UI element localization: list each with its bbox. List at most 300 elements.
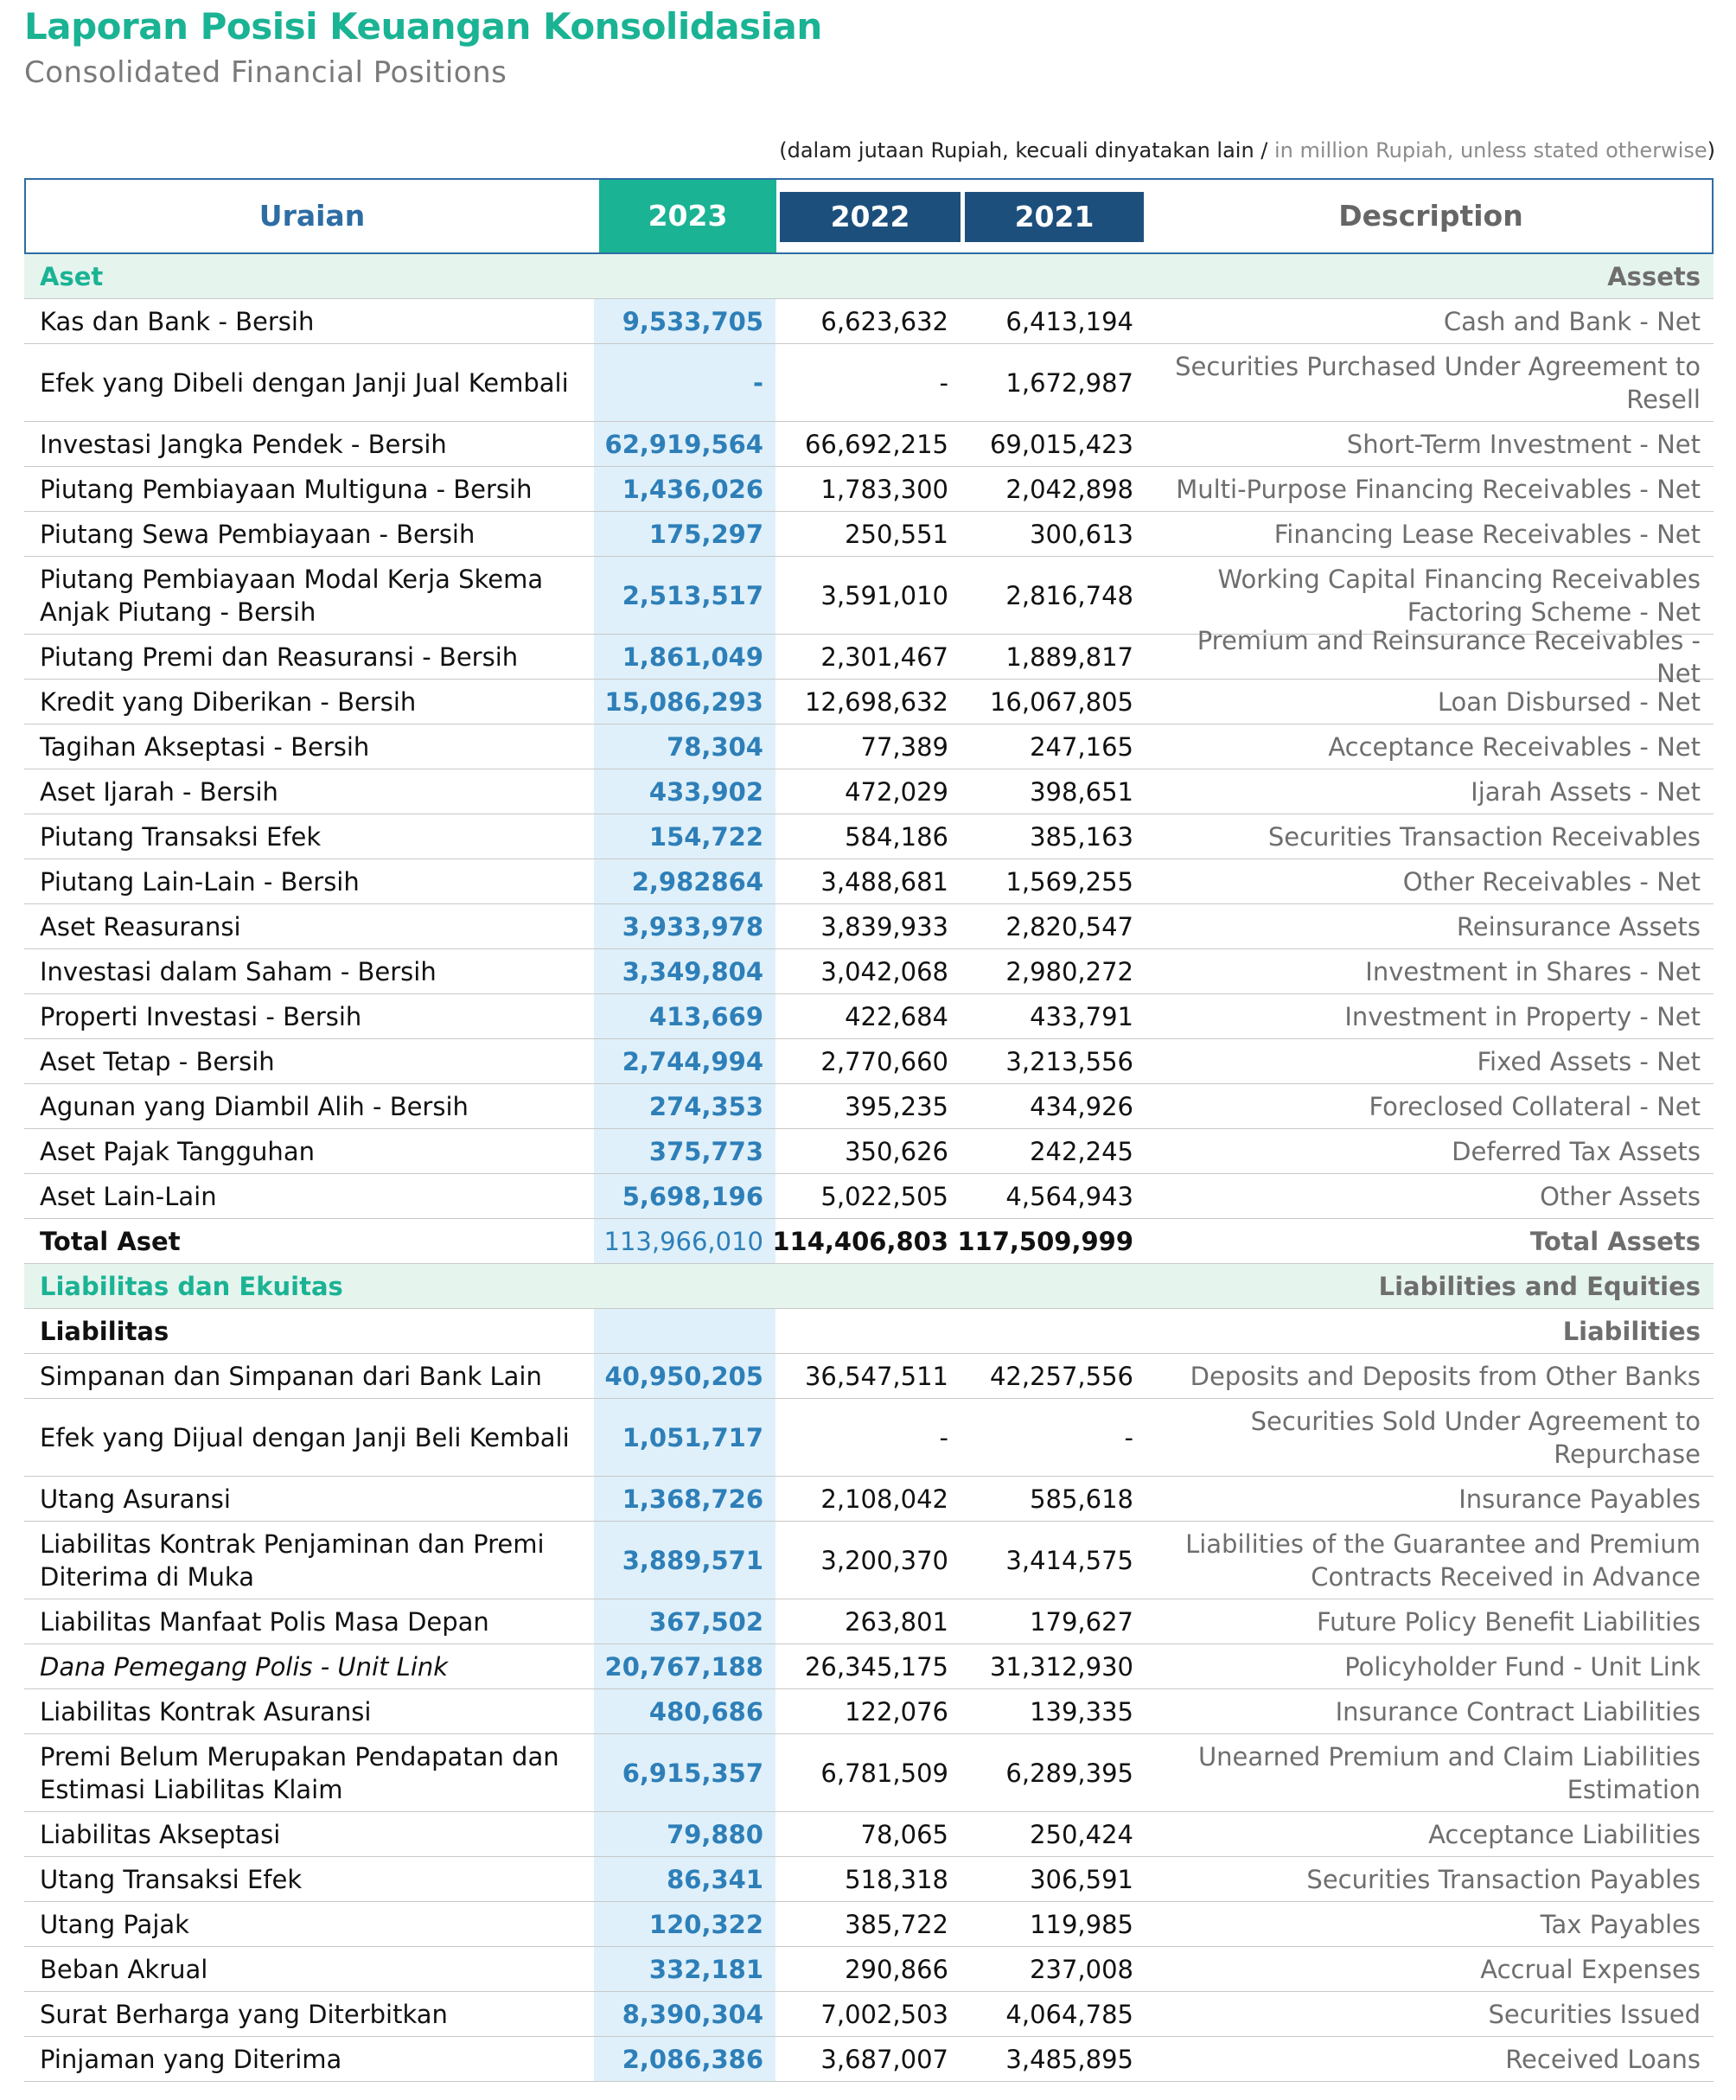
cell-2023-text: 433,902 (648, 776, 763, 807)
cell-2021 (961, 1734, 1146, 1811)
cell-description (1146, 1599, 1701, 1644)
cell-uraian-text: Aset Tetap - Bersih (40, 1046, 275, 1076)
cell-uraian-text: Liabilitas dan Ekuitas (40, 1271, 343, 1301)
cell-description (1146, 1992, 1701, 2036)
cell-2023-text: 3,349,804 (622, 956, 763, 986)
cell-2023-text: 40,950,205 (604, 1361, 763, 1391)
cell-2022 (775, 1129, 961, 1173)
cell-2022 (775, 557, 961, 634)
cell-2023-text: 62,919,564 (604, 429, 763, 459)
cell-2022 (775, 467, 961, 511)
cell-2022 (775, 512, 961, 556)
cell-2021-text: 2,820,547 (1005, 911, 1133, 941)
cell-uraian (40, 299, 593, 343)
cell-uraian-text: Piutang Sewa Pembiayaan - Bersih (40, 519, 475, 549)
cell-description-text: Deferred Tax Assets (1452, 1136, 1701, 1166)
table-row (24, 1689, 1714, 1734)
cell-2021 (961, 1812, 1146, 1856)
cell-2022-text: 78,065 (860, 1819, 948, 1849)
cell-description (1146, 344, 1701, 421)
cell-2023 (594, 1902, 775, 1946)
cell-uraian-text: Liabilitas Manfaat Polis Masa Depan (40, 1606, 489, 1637)
cell-description-text: Working Capital Financing Receivables Factoring Scheme - Net (1217, 564, 1701, 627)
cell-2023 (594, 1857, 775, 1901)
cell-uraian (40, 814, 593, 859)
cell-2021-text: 585,618 (1030, 1484, 1133, 1514)
cell-2022 (775, 1174, 961, 1218)
cell-description (1146, 254, 1701, 298)
cell-description (1146, 904, 1701, 948)
cell-uraian (40, 2037, 593, 2081)
cell-2023 (594, 1644, 775, 1688)
cell-2022-text: 385,722 (845, 1909, 948, 1939)
cell-uraian-text: Agunan yang Diambil Alih - Bersih (40, 1091, 469, 1121)
table-row (24, 1174, 1714, 1219)
cell-description-text: Multi-Purpose Financing Receivables - Net (1176, 474, 1701, 504)
cell-2023-text: 367,502 (648, 1606, 763, 1637)
cell-description (1146, 557, 1701, 634)
table-row (24, 1084, 1714, 1129)
cell-2021-text: 2,980,272 (1005, 956, 1133, 986)
cell-2021 (961, 1174, 1146, 1218)
cell-description (1146, 859, 1701, 903)
cell-2021 (961, 1309, 1146, 1353)
cell-description-text: Unearned Premium and Claim Liabilities Estimation (1197, 1741, 1701, 1804)
cell-description (1146, 1689, 1701, 1733)
cell-2023 (594, 1992, 775, 2036)
cell-2021 (961, 1264, 1146, 1308)
cell-2021-text: 385,163 (1030, 821, 1133, 852)
cell-uraian-text: Aset Pajak Tangguhan (40, 1136, 315, 1166)
cell-2021-text: 69,015,423 (989, 429, 1133, 459)
cell-uraian-text: Surat Berharga yang Diterbitkan (40, 1999, 448, 2029)
table-row (24, 1734, 1714, 1812)
cell-2023-text: 15,086,293 (604, 686, 763, 717)
cell-uraian (40, 859, 593, 903)
cell-description-text: Securities Transaction Payables (1306, 1864, 1701, 1894)
cell-uraian-text: Investasi dalam Saham - Bersih (40, 956, 437, 986)
cell-2021-text: 31,312,930 (989, 1651, 1133, 1682)
cell-2021-text: 250,424 (1030, 1819, 1133, 1849)
cell-2022-text: 395,235 (845, 1091, 948, 1121)
cell-2023-text: 1,436,026 (622, 474, 763, 504)
cell-uraian-text: Total Aset (40, 1226, 181, 1256)
cell-description-text: Ijarah Assets - Net (1471, 776, 1701, 807)
cell-description-text: Securities Sold Under Agreement to Repurchase (1250, 1406, 1701, 1469)
table-row (24, 1644, 1714, 1689)
cell-description (1146, 2037, 1701, 2081)
cell-2021 (961, 422, 1146, 466)
cell-2021-text: 242,245 (1030, 1136, 1133, 1166)
cell-2023 (594, 512, 775, 556)
cell-description-text: Tax Payables (1540, 1909, 1701, 1939)
cell-description-text: Securities Transaction Receivables (1267, 821, 1701, 852)
cell-2023-text: 480,686 (648, 1696, 763, 1727)
cell-2021 (961, 724, 1146, 769)
cell-uraian (40, 1219, 593, 1263)
page-subtitle: Consolidated Financial Positions (24, 55, 507, 90)
cell-description (1146, 1084, 1701, 1128)
cell-2022-text: - (939, 1422, 948, 1452)
cell-2022 (775, 1644, 961, 1688)
financial-table-body (24, 254, 1714, 2082)
header-uraian: Uraian (258, 199, 366, 233)
cell-uraian-text: Premi Belum Merupakan Pendapatan dan Estimasi Liabilitas Klaim (40, 1741, 559, 1804)
cell-description (1146, 1812, 1701, 1856)
cell-2023-text: 375,773 (648, 1136, 763, 1166)
cell-2023-text: 6,915,357 (622, 1758, 763, 1788)
cell-2021-text: 247,165 (1030, 731, 1133, 762)
cell-uraian (40, 949, 593, 993)
cell-description-text: Short-Term Investment - Net (1346, 429, 1701, 459)
cell-2023 (594, 1084, 775, 1128)
cell-description (1146, 1174, 1701, 1218)
cell-2022 (775, 1309, 961, 1353)
cell-2022-text: 250,551 (845, 519, 948, 549)
table-row (24, 680, 1714, 724)
cell-description-text: Received Loans (1505, 2044, 1701, 2074)
cell-description (1146, 1947, 1701, 1991)
cell-description-text: Assets (1607, 261, 1701, 291)
cell-2023 (594, 1812, 775, 1856)
cell-2023-text: 2,982864 (631, 866, 763, 897)
cell-2023 (594, 1129, 775, 1173)
cell-description-text: Financing Lease Receivables - Net (1273, 519, 1701, 549)
cell-2021-text: - (1124, 1422, 1133, 1452)
table-row (24, 1129, 1714, 1174)
cell-description-text: Acceptance Liabilities (1428, 1819, 1701, 1849)
cell-2023 (594, 724, 775, 769)
cell-uraian (40, 635, 593, 679)
cell-2021 (961, 2037, 1146, 2081)
table-row (24, 1599, 1714, 1644)
cell-2021-text: 4,064,785 (1005, 1999, 1133, 2029)
cell-2021-text: 398,651 (1030, 776, 1133, 807)
cell-description (1146, 299, 1701, 343)
cell-2021-text: 3,485,895 (1005, 2044, 1133, 2074)
table-row (24, 994, 1714, 1039)
cell-uraian-text: Properti Investasi - Bersih (40, 1001, 362, 1031)
cell-description (1146, 625, 1701, 688)
header-description: Description (1338, 199, 1523, 233)
cell-2022-text: 36,547,511 (804, 1361, 948, 1391)
cell-description (1146, 1309, 1701, 1353)
cell-2023-text: 175,297 (648, 519, 763, 549)
cell-uraian-text: Tagihan Akseptasi - Bersih (40, 731, 370, 762)
cell-2021-text: 1,569,255 (1005, 866, 1133, 897)
cell-2022 (775, 769, 961, 814)
cell-2023-text: 5,698,196 (622, 1181, 763, 1211)
cell-2023-text: 20,767,188 (604, 1651, 763, 1682)
table-row (24, 467, 1714, 512)
cell-2023 (594, 2037, 775, 2081)
cell-2021 (961, 1477, 1146, 1521)
table-row (24, 625, 1714, 688)
cell-2022 (775, 1477, 961, 1521)
cell-2022-text: 5,022,505 (820, 1181, 948, 1211)
cell-2021-text: 434,926 (1030, 1091, 1133, 1121)
cell-2022 (775, 299, 961, 343)
cell-description (1146, 994, 1701, 1038)
cell-2021 (961, 1084, 1146, 1128)
cell-2021 (961, 904, 1146, 948)
cell-2023 (594, 769, 775, 814)
cell-2022-text: 2,770,660 (820, 1046, 948, 1076)
cell-2021 (961, 254, 1146, 298)
cell-2022-text: 66,692,215 (804, 429, 948, 459)
cell-description-text: Securities Purchased Under Agreement to Resell (1175, 351, 1701, 414)
cell-uraian (40, 1689, 593, 1733)
cell-uraian (40, 422, 593, 466)
cell-uraian (40, 1522, 593, 1599)
cell-uraian-text: Investasi Jangka Pendek - Bersih (40, 429, 447, 459)
cell-uraian (40, 994, 593, 1038)
cell-uraian-text: Pinjaman yang Diterima (40, 2044, 342, 2074)
cell-uraian-text: Beban Akrual (40, 1954, 208, 1984)
cell-2022 (775, 1857, 961, 1901)
table-row (24, 859, 1714, 904)
table-row (24, 1992, 1714, 2037)
cell-description (1146, 512, 1701, 556)
table-row (24, 1354, 1714, 1399)
cell-2023-text: 1,861,049 (622, 641, 763, 672)
cell-2023 (594, 467, 775, 511)
cell-2023-text: 79,880 (667, 1819, 763, 1849)
cell-2023 (594, 994, 775, 1038)
cell-2021 (961, 1689, 1146, 1733)
header-year-2021: 2021 (965, 192, 1144, 242)
cell-2023-text: 8,390,304 (622, 1999, 763, 2029)
table-row (24, 512, 1714, 557)
cell-uraian (40, 344, 593, 421)
cell-2021 (961, 1857, 1146, 1901)
cell-2022 (775, 635, 961, 679)
cell-uraian (40, 1477, 593, 1521)
cell-2022-text: 2,301,467 (820, 641, 948, 672)
cell-description (1146, 724, 1701, 769)
cell-description-text: Other Assets (1540, 1181, 1701, 1211)
cell-description-text: Foreclosed Collateral - Net (1369, 1091, 1701, 1121)
cell-uraian (40, 467, 593, 511)
total-row (24, 1219, 1714, 1264)
cell-2021-text: 3,414,575 (1005, 1545, 1133, 1575)
cell-2021 (961, 994, 1146, 1038)
cell-2021-text: 42,257,556 (989, 1361, 1133, 1391)
cell-description (1146, 949, 1701, 993)
cell-2021 (961, 1947, 1146, 1991)
cell-description-text: Insurance Payables (1458, 1484, 1701, 1514)
cell-2023 (594, 1219, 775, 1263)
cell-description (1146, 1644, 1701, 1688)
cell-2021 (961, 299, 1146, 343)
cell-uraian-text: Aset Lain-Lain (40, 1181, 217, 1211)
cell-description-text: Deposits and Deposits from Other Banks (1190, 1361, 1701, 1391)
cell-2022 (775, 1354, 961, 1398)
cell-2023-text: 332,181 (648, 1954, 763, 1984)
cell-2023-text: - (752, 367, 763, 398)
header-year-2022: 2022 (780, 192, 961, 242)
cell-2022 (775, 1689, 961, 1733)
cell-uraian-text: Kas dan Bank - Bersih (40, 306, 315, 336)
table-row (24, 1399, 1714, 1477)
cell-2021 (961, 512, 1146, 556)
cell-description (1146, 1902, 1701, 1946)
cell-uraian (40, 1734, 593, 1811)
cell-2023 (594, 344, 775, 421)
cell-2023-text: 154,722 (648, 821, 763, 852)
cell-2022 (775, 254, 961, 298)
cell-2021-text: 237,008 (1030, 1954, 1133, 1984)
cell-description (1146, 1857, 1701, 1901)
cell-uraian-text: Piutang Lain-Lain - Bersih (40, 866, 360, 897)
cell-2022 (775, 904, 961, 948)
cell-description-text: Securities Issued (1488, 1999, 1701, 2029)
cell-uraian (40, 680, 593, 724)
cell-2023 (594, 949, 775, 993)
cell-2023 (594, 1689, 775, 1733)
table-row (24, 949, 1714, 994)
cell-uraian-text: Dana Pemegang Polis - Unit Link (40, 1651, 449, 1682)
cell-description-text: Premium and Reinsurance Receivables - Net (1197, 625, 1701, 688)
cell-2022-text: 3,687,007 (820, 2044, 948, 2074)
cell-description (1146, 1264, 1701, 1308)
cell-2021-text: 119,985 (1030, 1909, 1133, 1939)
cell-2021-text: 139,335 (1030, 1696, 1133, 1727)
cell-2023-text: 86,341 (667, 1864, 763, 1894)
cell-2023-text: 120,322 (648, 1909, 763, 1939)
cell-2021 (961, 467, 1146, 511)
cell-2022 (775, 859, 961, 903)
cell-2022-text: 12,698,632 (804, 686, 948, 717)
cell-description (1146, 1354, 1701, 1398)
cell-2023 (594, 422, 775, 466)
table-row (24, 1522, 1714, 1599)
cell-2021 (961, 1354, 1146, 1398)
cell-2021-text: 6,289,395 (1005, 1758, 1133, 1788)
cell-2022 (775, 680, 961, 724)
cell-2022-text: 6,623,632 (820, 306, 948, 336)
table-row (24, 1902, 1714, 1947)
cell-2022 (775, 1039, 961, 1083)
cell-2023-text: 274,353 (648, 1091, 763, 1121)
cell-2022-text: 7,002,503 (820, 1999, 948, 2029)
cell-description (1146, 680, 1701, 724)
cell-2023-text: 78,304 (667, 731, 763, 762)
cell-uraian-text: Aset Reasuransi (40, 911, 241, 941)
cell-2023 (594, 299, 775, 343)
cell-uraian (40, 1399, 593, 1476)
cell-2022 (775, 344, 961, 421)
table-row (24, 1812, 1714, 1857)
cell-description (1146, 422, 1701, 466)
cell-2022-text: 2,108,042 (820, 1484, 948, 1514)
cell-description (1146, 769, 1701, 814)
table-row (24, 1947, 1714, 1992)
table-row (24, 904, 1714, 949)
cell-description-text: Reinsurance Assets (1456, 911, 1701, 941)
cell-uraian-text: Aset Ijarah - Bersih (40, 776, 278, 807)
table-row (24, 2037, 1714, 2082)
cell-description-text: Liabilities and Equities (1378, 1271, 1701, 1301)
cell-2021 (961, 769, 1146, 814)
cell-uraian (40, 557, 593, 634)
cell-2022-text: 26,345,175 (804, 1651, 948, 1682)
cell-2023-text: 2,086,386 (622, 2044, 763, 2074)
cell-uraian (40, 1309, 593, 1353)
cell-description-text: Policyholder Fund - Unit Link (1344, 1651, 1701, 1682)
cell-2022-text: 518,318 (845, 1864, 948, 1894)
cell-description-text: Fixed Assets - Net (1477, 1046, 1701, 1076)
cell-uraian (40, 1354, 593, 1398)
cell-uraian-text: Piutang Transaksi Efek (40, 821, 322, 852)
cell-2022-text: 290,866 (845, 1954, 948, 1984)
cell-2022-text: 6,781,509 (820, 1758, 948, 1788)
cell-2023 (594, 1947, 775, 1991)
cell-2022 (775, 1812, 961, 1856)
cell-2023-text: 3,933,978 (622, 911, 763, 941)
table-row (24, 814, 1714, 859)
cell-description (1146, 814, 1701, 859)
cell-2022-text: 114,406,803 (772, 1226, 948, 1256)
cell-2023-text: 1,051,717 (622, 1422, 763, 1452)
cell-2021 (961, 1399, 1146, 1476)
cell-2021 (961, 949, 1146, 993)
cell-2022-text: 3,200,370 (820, 1545, 948, 1575)
cell-2022-text: - (939, 367, 948, 398)
cell-uraian-text: Liabilitas (40, 1316, 169, 1346)
cell-2022 (775, 1399, 961, 1476)
cell-uraian (40, 1992, 593, 2036)
cell-2021-text: 2,042,898 (1005, 474, 1133, 504)
cell-description (1146, 1219, 1701, 1263)
cell-description (1146, 1522, 1701, 1599)
cell-2023 (594, 814, 775, 859)
cell-2023 (594, 1522, 775, 1599)
cell-2021 (961, 344, 1146, 421)
cell-uraian-text: Liabilitas Akseptasi (40, 1819, 281, 1849)
cell-uraian (40, 1174, 593, 1218)
cell-description (1146, 1399, 1701, 1476)
cell-uraian-text: Piutang Pembiayaan Multiguna - Bersih (40, 474, 533, 504)
cell-2021-text: 2,816,748 (1005, 580, 1133, 610)
cell-2023 (594, 557, 775, 634)
cell-uraian-text: Piutang Pembiayaan Modal Kerja Skema Anjak Piutang - Bersih (40, 564, 544, 627)
cell-uraian (40, 1264, 593, 1308)
cell-2021 (961, 859, 1146, 903)
cell-description-text: Acceptance Receivables - Net (1328, 731, 1701, 762)
cell-2022-text: 3,042,068 (820, 956, 948, 986)
cell-2022-text: 422,684 (845, 1001, 948, 1031)
cell-2022-text: 584,186 (845, 821, 948, 852)
cell-2021-text: 4,564,943 (1005, 1181, 1133, 1211)
cell-2023-text: 2,744,994 (622, 1046, 763, 1076)
table-row (24, 299, 1714, 344)
cell-uraian-text: Liabilitas Kontrak Asuransi (40, 1696, 372, 1727)
cell-uraian (40, 254, 593, 298)
cell-2022-text: 3,839,933 (820, 911, 948, 941)
table-row (24, 1477, 1714, 1522)
cell-uraian (40, 512, 593, 556)
cell-uraian-text: Liabilitas Kontrak Penjaminan dan Premi Diterima di Muka (40, 1529, 545, 1592)
cell-2021-text: 117,509,999 (957, 1226, 1133, 1256)
cell-description (1146, 1734, 1701, 1811)
cell-2023 (594, 1174, 775, 1218)
cell-2021-text: 433,791 (1030, 1001, 1133, 1031)
cell-2021 (961, 1992, 1146, 2036)
cell-2021 (961, 557, 1146, 634)
cell-2021 (961, 1522, 1146, 1599)
cell-2021-text: 306,591 (1030, 1864, 1133, 1894)
